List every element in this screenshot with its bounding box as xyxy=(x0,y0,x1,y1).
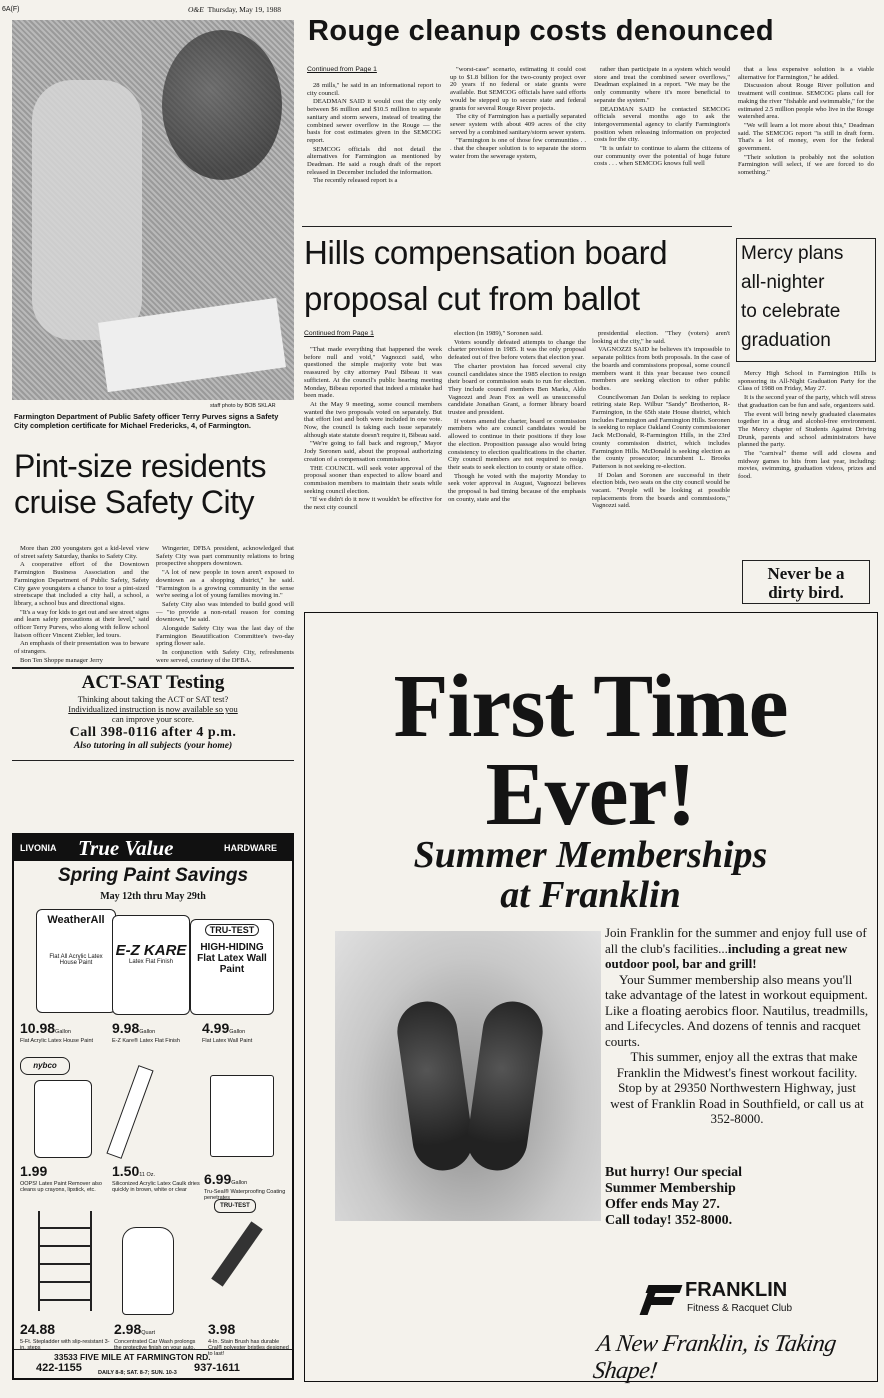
rouge-continued: Continued from Page 1 xyxy=(307,66,377,73)
child-figure xyxy=(32,80,142,340)
rouge-col4 xyxy=(738,66,874,224)
unit: 11 Oz. xyxy=(139,1172,156,1178)
price: 4.99 xyxy=(202,1020,230,1036)
nybco-logo: nybco xyxy=(20,1057,70,1075)
item-desc: 5-Ft. Stepladder with slip-resistant 3-in. steps xyxy=(20,1339,110,1351)
dirty-bird-line1: Never be a xyxy=(767,564,845,583)
paragraph: "Farmington is one of those few communities . . . that the cheaper solution is to separate the storm water from the sewerage system, xyxy=(450,137,586,160)
officer-figure xyxy=(162,30,282,180)
paragraph: "It is unfair to continue to alarm the citizens of our community over the potential of huge future costs . . . when SEMCOG knows full well xyxy=(594,145,730,168)
franklin-subhead xyxy=(305,835,876,915)
price: 10.98 xyxy=(20,1020,56,1036)
unit: Gallon xyxy=(229,1029,246,1035)
paragraph: Safety City also was intended to build good will — "to provide a non-retail reason for coming downtown," he said. xyxy=(156,600,294,624)
store-name: LIVONIA xyxy=(20,843,57,853)
item-desc: Concentrated Car Wash prolongs the protective finish on your auto. xyxy=(114,1339,196,1351)
paragraph: Wingerter, DFBA president, acknowledged that Safety City was part community relations to bring prospective shoppers downtown. xyxy=(156,545,294,568)
price: 3.98 xyxy=(208,1321,236,1337)
price-item xyxy=(20,1020,108,1044)
unit: Gallon xyxy=(55,1029,71,1035)
price: 6.99 xyxy=(204,1171,232,1187)
can-label: E-Z KARE xyxy=(115,942,187,959)
paragraph: election (in 1989)," Soronen said. xyxy=(454,330,543,337)
photo-caption: Farmington Department of Public Safety officer Terry Purves signs a Safety City completion certificate for Michael Fredericks, 4, of Farmington. xyxy=(14,412,279,430)
paragraph: rather than participate in a system which would store and treat the combined sewer overflows," Deadman explained in a report. "We may be the only community where it's more beneficial to separate the system." xyxy=(594,66,730,104)
paragraph: that a less expensive solution is a viable alternative for Farmington," he added. xyxy=(738,66,874,81)
paragraph: A cooperative effort of the Downtown Farmington Business Association and the Farmington Department of Public Safety, Safety City gave youngsters a chance to tour a pint-sized streetscape that included a city hall, a school, a library, a school bus and directional signs. xyxy=(14,561,149,607)
act-sat-ad xyxy=(12,672,294,752)
pint-headline xyxy=(14,448,266,520)
paragraph: If voters amend the charter, board or commission members who are council candidates would be allowed to continue in their positions if they lose the election. Proposition passage also would bring consistency to election qualifications in the charter. City council members are not required to resign their seats to seek election to county or state office. xyxy=(448,417,586,471)
act-line2: Individualized instruction is now available so you xyxy=(68,704,238,714)
act-title: ACT-SAT Testing xyxy=(81,672,225,693)
hills-col1 xyxy=(304,346,442,604)
act-line3: can improve your score. xyxy=(111,714,195,724)
can-sublabel: HIGH-HIDING Flat Latex Wall Paint xyxy=(197,942,267,975)
price: 2.98 xyxy=(114,1321,142,1337)
price: 24.88 xyxy=(20,1321,56,1337)
tru-seal-can xyxy=(210,1075,274,1157)
pint-col1 xyxy=(14,545,149,665)
store-phone-1: 422-1155 xyxy=(36,1362,82,1374)
store-hours: DAILY 8-8; SAT. 8-7; SUN. 10-3 xyxy=(98,1370,177,1376)
safety-city-photo xyxy=(12,20,294,400)
item-desc: Siliconized Acrylic Latex Caulk dries quickly in brown, white or clear xyxy=(112,1181,200,1193)
paragraph: "We're going to fall back and regroup," Mayor Jody Soronen said, about the proposal authorizing creation of a compensation commission. xyxy=(304,440,442,463)
true-value-logo: True Value xyxy=(78,836,174,860)
paragraph: More than 200 youngsters got a kid-level view of street safety Saturday, thanks to Safety City. xyxy=(14,545,149,560)
franklin-body-emphasis: including a great new outdoor pool, bar and grill! xyxy=(605,940,848,971)
franklin-headline-line2: Ever! xyxy=(485,745,696,844)
paragraph: Discussion about Rouge River pollution and treatment will continue. SEMCOG plans call for making the river "fishable and swimmable," for the estimated 2.5 million people who live in the Rouge watershed area. xyxy=(738,82,874,121)
paragraph: It is the second year of the party, which will stress that graduation can be fun and safe, organizers said. xyxy=(738,394,876,409)
hurry-line: But hurry! Our special xyxy=(605,1165,743,1180)
paragraph: Bon Ten Shoppe manager Jerry xyxy=(20,656,103,664)
mercy-headline-line: all-nighter xyxy=(741,272,825,293)
price-item xyxy=(204,1171,288,1201)
paragraph: 28 mills," he said in an informational report to city council. xyxy=(307,82,441,97)
paragraph: "We will learn a lot more about this," Deadman said. The SEMCOG report "is still in draft form. That's a lot of money, even for the federal government. xyxy=(738,121,874,153)
franklin-body-para: Join Franklin for the summer and enjoy full use of all the club's facilities... xyxy=(605,925,867,956)
item-desc: 4-In. Stain Brush has durable Cral® polyester bristles designed to last! xyxy=(208,1339,289,1357)
franklin-tagline: A New Franklin, is Taking Shape! xyxy=(591,1331,838,1384)
mercy-body xyxy=(738,370,876,556)
paragraph: An emphasis of their presentation was to beware of strangers. xyxy=(14,640,149,656)
rouge-col3 xyxy=(594,66,730,224)
pint-headline-line1: Pint-size residents xyxy=(14,448,266,484)
swimmer-figure xyxy=(393,998,476,1175)
car-wash-bottle xyxy=(122,1227,174,1315)
paragraph: The recently released report is a xyxy=(313,177,398,185)
oops-bottle xyxy=(34,1080,92,1158)
mercy-headline-box xyxy=(736,238,876,362)
divider xyxy=(302,226,732,227)
act-tutoring: Also tutoring in all subjects (your home) xyxy=(73,741,233,751)
can-label: WeatherAll xyxy=(47,914,105,926)
paragraph: The event will bring newly graduated classmates together in a drug and alcohol-free environment. The Mercy chapter of Students Against Driving Drunk, parents and school administrators have planned the party. xyxy=(738,410,876,449)
paragraph: Mercy High School in Farmington Hills is sponsoring its All-Night Graduation Party for the Class of 1988 on Friday, May 27. xyxy=(738,370,876,393)
dirty-bird-ad xyxy=(742,560,870,604)
franklin-headline xyxy=(305,657,876,844)
paragraph: The charter provision has forced several city council candidates since the 1985 election to resign their board or commission seats to run for election. They include council members Ben Marks, Aldo Vagnozzi and Jean Fox as well as unsuccessful candidate Jonathan Grant, a former library board trustee and president. xyxy=(448,362,586,417)
paper-name xyxy=(188,5,281,14)
hardware-label: HARDWARE xyxy=(224,843,277,853)
mercy-headline-line: graduation xyxy=(741,330,831,351)
stain-brush xyxy=(211,1221,263,1286)
franklin-logo-name: FRANKLIN xyxy=(685,1279,788,1301)
price-item xyxy=(114,1321,204,1351)
franklin-logo-icon xyxy=(643,1281,683,1317)
paragraph: "If we didn't do it now it wouldn't be effective for the next city council xyxy=(304,496,442,512)
paragraph: VAGNOZZI SAID he believes it's impossible to separate politics from both proposals. In the case of the boards and commissions proposal, some council members want it this year because two council members are seeking election to other public bodies. xyxy=(592,346,730,392)
hills-headline-line2: proposal cut from ballot xyxy=(304,280,640,317)
price-item xyxy=(202,1020,288,1044)
paragraph: SEMCOG officials did not detail the alternatives for Farmington as mentioned by Deadman. He said a rough draft of the report released in December included the information. xyxy=(307,145,441,176)
hurry-line: Call today! 352-8000. xyxy=(605,1213,733,1228)
price-item xyxy=(112,1163,200,1193)
ezkare-can xyxy=(112,915,190,1015)
paragraph: In conjunction with Safety City, refreshments were served, courtesy of the DFBA. xyxy=(156,649,294,664)
swimmers-photo xyxy=(335,931,601,1221)
store-address: 33533 FIVE MILE AT FARMINGTON RD. xyxy=(54,1352,211,1362)
can-label: TRU-TEST xyxy=(205,924,259,936)
price-item xyxy=(20,1163,108,1193)
weatherall-can xyxy=(36,909,116,1013)
franklin-subhead-line1: Summer Memberships xyxy=(413,834,768,876)
paragraph: At the May 9 meeting, some council members wanted the two proposals voted on separately. But that effort lost and both were included in one vote. Now, the council is taking each issue separately although state statute doesn't require it, Bibeau said. xyxy=(304,400,442,439)
act-line1: Thinking about taking the ACT or SAT test? xyxy=(77,694,229,704)
paragraph: "Their solution is probably not the solution Farmington will select, if we are forced to do something." xyxy=(738,153,874,177)
store-phone-2: 937-1611 xyxy=(194,1362,240,1374)
sale-dates: May 12th thru May 29th xyxy=(100,891,206,902)
item-desc: Flat Latex Wall Paint xyxy=(202,1038,253,1044)
franklin-ad xyxy=(304,612,878,1382)
franklin-subhead-line2: at Franklin xyxy=(500,874,681,916)
rouge-headline: Rouge cleanup costs denounced xyxy=(308,15,774,47)
paragraph: If Dolan and Soronen are successful in their election bids, two seats on the city council would be vacant. "People will be looking at possible replacements from the boards and commissions," Vagnozzi said. xyxy=(592,471,730,510)
stepladder xyxy=(38,1211,92,1311)
hills-headline xyxy=(304,230,667,322)
hills-continued: Continued from Page 1 xyxy=(304,330,374,337)
dirty-bird-line2: dirty bird. xyxy=(768,583,844,602)
hurry-line: Offer ends May 27. xyxy=(605,1197,720,1212)
paragraph: presidential election. "They (voters) aren't looking at the city," he said. xyxy=(592,330,730,345)
divider xyxy=(12,667,294,669)
paragraph: The city of Farmington has a partially separated sewer system with about 409 acres of the city served by a combined sanitary/storm sewer system. xyxy=(450,113,586,136)
trutest-can xyxy=(190,919,274,1015)
paragraph: "worst-case" scenario, estimating it could cost up to $1.8 billion for the two-county project over 20 years if no federal or state grants were available. But SEMCOG officials have said efforts would be stepped up to secure state and federal grants for several Rouge River projects. xyxy=(450,66,586,112)
mercy-headline-line: to celebrate xyxy=(741,301,841,322)
price: 1.99 xyxy=(20,1163,48,1179)
issue-date: Thursday, May 19, 1988 xyxy=(207,5,282,14)
item-desc: Flat Acrylic Latex House Paint xyxy=(20,1038,94,1044)
price: 9.98 xyxy=(112,1020,140,1036)
mercy-headline-line: Mercy plans xyxy=(741,243,844,264)
rouge-col1 xyxy=(307,82,441,224)
price: 1.50 xyxy=(112,1163,140,1179)
divider xyxy=(12,760,294,761)
price-item xyxy=(20,1321,112,1351)
franklin-body-para: Your Summer membership also means you'll take advantage of the latest in workout equipment. Like a floating aerobics floor. Nautilus, treadmills, and Lifecycles. And dozens of tennis and racquet courts. xyxy=(605,971,869,1049)
paragraph: "It's a way for kids to get out and see street signs and learn safety precautions at their level," said officer Terry Purves, who along with fellow school liaison officer Vincent Ziebler, led tours. xyxy=(14,608,149,639)
item-desc: Tru-Seal® Waterproofing Coating penetrates xyxy=(204,1189,286,1201)
true-value-ad xyxy=(12,833,294,1380)
item-desc: OOPS! Latex Paint Remover also cleans up crayons, lipstick, etc. xyxy=(20,1181,102,1193)
swimmer-figure xyxy=(463,998,546,1175)
franklin-body xyxy=(605,925,869,1127)
can-sublabel: Latex Flat Finish xyxy=(128,959,174,965)
paragraph: "A lot of new people in town aren't exposed to downtown as a shopping district," he said. "Farmington is a growing community in the sense we're seeing a lot of young families moving in." xyxy=(156,569,294,600)
true-value-banner xyxy=(14,835,292,861)
paragraph: The "carnival" theme will add clowns and midway games to hits from last year, including: movies, swimming, graduation videos, prizes and food. xyxy=(738,450,876,481)
item-desc: E-Z Kare® Latex Flat Finish xyxy=(112,1038,180,1044)
hurry-line: Summer Membership xyxy=(605,1181,736,1196)
pint-headline-line2: cruise Safety City xyxy=(14,484,254,520)
hills-col2 xyxy=(448,330,586,604)
rouge-col2 xyxy=(450,66,586,224)
trutest-logo: TRU-TEST xyxy=(214,1199,256,1213)
pint-col2 xyxy=(156,545,294,665)
paper-logo: O&E xyxy=(188,5,204,14)
paragraph: THE COUNCIL will seek voter approval of the proposal sooner than expected to allow board and commission members to maintain their seats while seeking council election. xyxy=(304,464,442,495)
franklin-hurry xyxy=(605,1165,869,1229)
unit: Gallon xyxy=(231,1180,248,1186)
act-phone: Call 398-0116 after 4 p.m. xyxy=(69,725,237,740)
paragraph: Councilwoman Jan Dolan is seeking to replace retiring state Rep. Wilbur "Sandy" Brotherton, R-Farmington, in the 65th state House district, which includes Farmington and Farmington Hills. Soronen is seeking to replace Oakland County commissioner Jack McDonald, R-Farmington Hills, in the 23rd county commission district, which includes Farmington Hills. McDonald is seeking election as the county prosecutor; incumbent L. Brooks Patterson is not seeking re-election. xyxy=(592,393,730,470)
photo-credit: staff photo by BOB SKLAR xyxy=(210,403,276,409)
franklin-logo-sub: Fitness & Racquet Club xyxy=(687,1303,793,1314)
paragraph: DEADMAN SAID it would cost the city only between $6 million and $10.5 million to separate sanitary and storm sewers, instead of treating the combined sewer overflow in the Rouge — the basis for cost estimates given in the SEMCOG report. xyxy=(307,98,441,144)
hills-col3 xyxy=(592,330,730,604)
paragraph: DEADMAN SAID he contacted SEMCOG officials several months ago to ask the intergovernmental agency to clarify Farmington's position when releasing information on projected costs for the city. xyxy=(594,105,730,144)
can-sublabel: Flat All Acrylic Latex House Paint xyxy=(49,954,103,966)
price-item xyxy=(112,1020,198,1044)
mercy-headline xyxy=(737,239,875,355)
unit: Quart xyxy=(141,1330,156,1336)
unit: Gallon xyxy=(139,1029,156,1035)
franklin-body-para: This summer, enjoy all the extras that make Franklin the Midwest's finest workout facility. Stop by at 29350 Northwestern Highway, just west of Franklin Road in Southfield, or call us at 352-8000. xyxy=(610,1049,864,1126)
spring-paint-title: Spring Paint Savings xyxy=(57,865,249,886)
paragraph: Voters soundly defeated attempts to change the charter provision in 1985. It was the only proposal defeated out of five before voters that election year. xyxy=(448,338,586,362)
caulk-tube xyxy=(106,1065,153,1159)
hills-headline-line1: Hills compensation board xyxy=(304,234,668,271)
store-footer xyxy=(14,1349,292,1379)
paragraph: Though he voted with the majority Monday to seek voter approval in August, Vagnozzi believes the proposal is bad timing because of the emphasis on county, state and the xyxy=(448,472,586,503)
page-number: 6A(F) xyxy=(2,6,20,13)
paragraph: "That made everything that happened the week before null and void," Vagnozzi said, who questioned the simple majority vote but was reassured by city attorney Paul Bibeau it was sufficient. At the council's public hearing meeting Monday, Bibeau reported that indeed a mistake had been made. xyxy=(304,346,442,400)
paragraph: Alongside Safety City was the last day of the Farmington Beautification Committee's two-day spring flower sale. xyxy=(156,625,294,648)
franklin-headline-line1: First Time xyxy=(393,657,788,756)
